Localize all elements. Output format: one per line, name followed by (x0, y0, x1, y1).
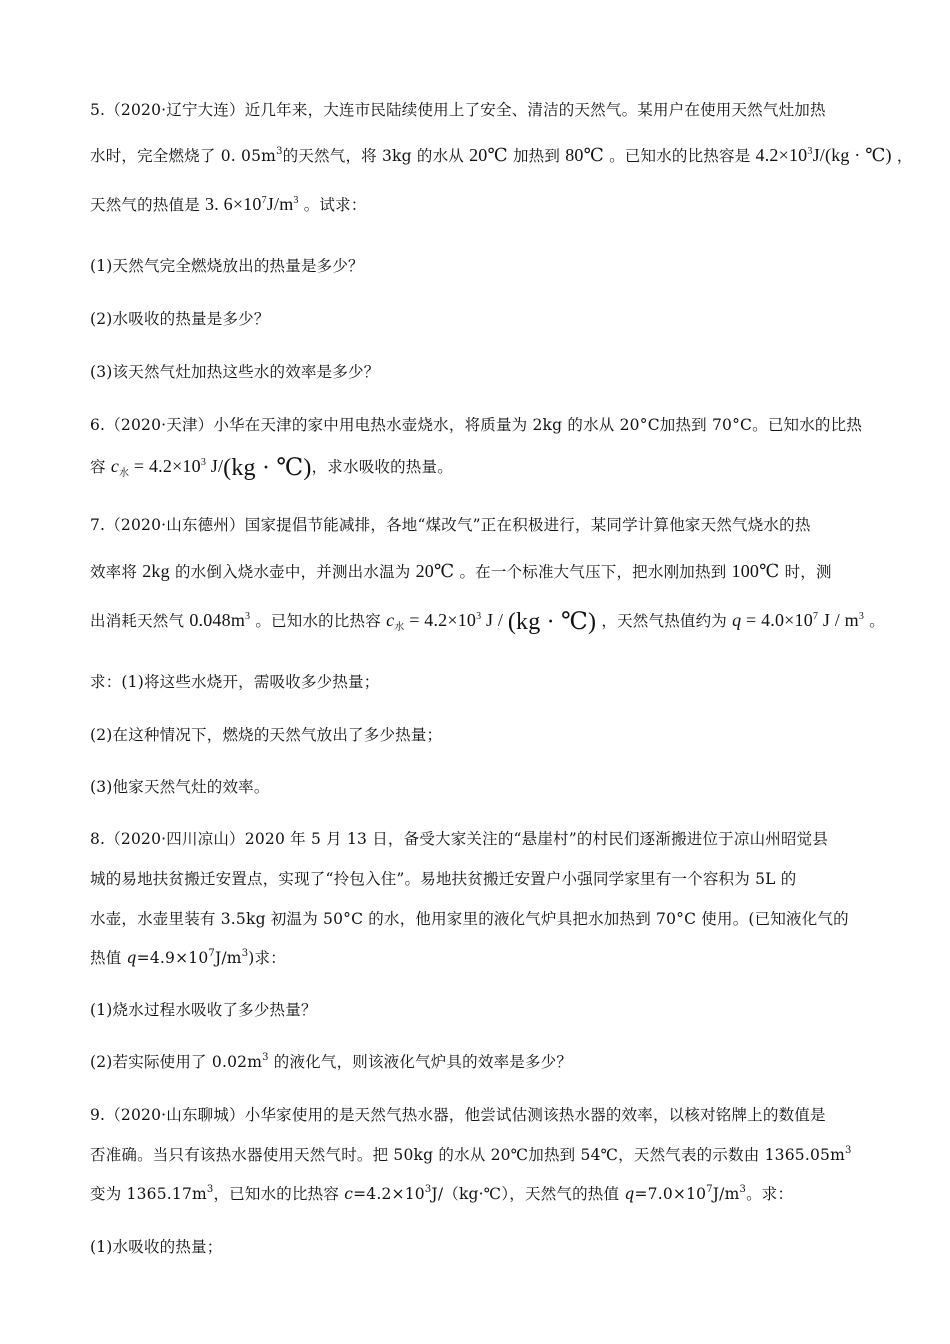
q5-line-1: 5.（2020·辽宁大连）近几年来，大连市民陆续使用上了安全、清洁的天然气。某用户在使用天然气灶加热 (90, 101, 826, 119)
q9-line-2: 否准确。当只有该热水器使用天然气时。把 50kg 的水从 20℃加热到 54℃，天然气表的示数由 $1365.05m^3$ (90, 1145, 852, 1164)
q5-sub-3: (3)该天然气灶加热这些水的效率是多少？ (90, 363, 380, 381)
q7-line-1: 7.（2020·山东德州）国家提倡节能减排，各地“煤改气”正在积极进行，某同学计算他家天然气烧水的热 (90, 516, 811, 534)
q8-sub-1: (1)烧水过程水吸收了多少热量？ (90, 1001, 317, 1019)
q9-sub-1: (1)水吸收的热量； (90, 1238, 223, 1256)
q9-line-1: 9.（2020·山东聊城）小华家使用的是天然气热水器，他尝试估测该热水器的效率，以核对铭牌上的数值是 (90, 1106, 826, 1124)
q7-line-3: 出消耗天然气 $0.048m^3$ 。已知水的比热容 $c_水 = 4.2\times 10^3$ J / (kg · ℃) ，天然气热值约为 $q = 4.0\times 10^7$ J / $m^3$ 。 (90, 609, 885, 635)
q6-line-2: 容 $c_水 = 4.2\times 10^3$ J/(kg · ℃)，求水吸收的热量。 (90, 455, 453, 481)
q5-sub-2: (2)水吸收的热量是多少？ (90, 310, 270, 328)
q5-sub-1: (1)天然气完全燃烧放出的热量是多少？ (90, 257, 364, 275)
q7-line-2: 效率将 2kg 的水倒入烧水壶中，并测出水温为 20℃ 。在一个标准大气压下，把水刚加热到 100℃ 时，测 (90, 561, 832, 581)
q7-sub-2: (2)在这种情况下，燃烧的天然气放出了多少热量； (90, 726, 443, 744)
q7-sub-3: (3)他家天然气灶的效率。 (90, 778, 270, 796)
q6-line-1: 6.（2020·天津）小华在天津的家中用电热水壶烧水，将质量为 2kg 的水从 20°C加热到 70°C。已知水的比热 (90, 416, 863, 434)
q8-line-1: 8.（2020·四川凉山）2020 年 5 月 13 日，备受大家关注的“悬崖村”的村民们逐渐搬进位于凉山州昭觉县 (90, 830, 829, 848)
q7-sub-1: 求：(1)将这些水烧开，需吸收多少热量； (90, 673, 380, 691)
q8-line-4: 热值 $q=4.9\times 10^7J/m^3$)求： (90, 948, 286, 967)
q8-line-3: 水壶，水壶里装有 3.5kg 初温为 50°C 的水，他用家里的液化气炉具把水加热到 70°C 使用。(已知液化气的 (90, 910, 849, 928)
q8-sub-2: (2)若实际使用了 $0.02m^3$ 的液化气，则该液化气炉具的效率是多少？ (90, 1052, 573, 1071)
q8-line-2: 城的易地扶贫搬迁安置点，实现了“拎包入住”。易地扶贫搬迁安置户小强同学家里有一个容积为 5L 的 (90, 870, 797, 888)
q5-line-2: 水时，完全燃烧了 0. $05m^3$的天然气，将 3kg 的水从 20℃ 加热到 80℃ 。已知水的比热容是 $4.2\times 10^3J/(kg$ · ℃) ， (90, 145, 913, 165)
q9-line-3: 变为 $1365.17m^3$，已知水的比热容 $c=4.2\times 10^3J/(kg\cdot℃)$，天然气的热值 $q=7.0\times 10^7J/m^3$。求： (90, 1184, 794, 1203)
q5-line-3: 天然气的热值是 3. $6\times 10^7J/m^3$ 。试求： (90, 194, 367, 214)
